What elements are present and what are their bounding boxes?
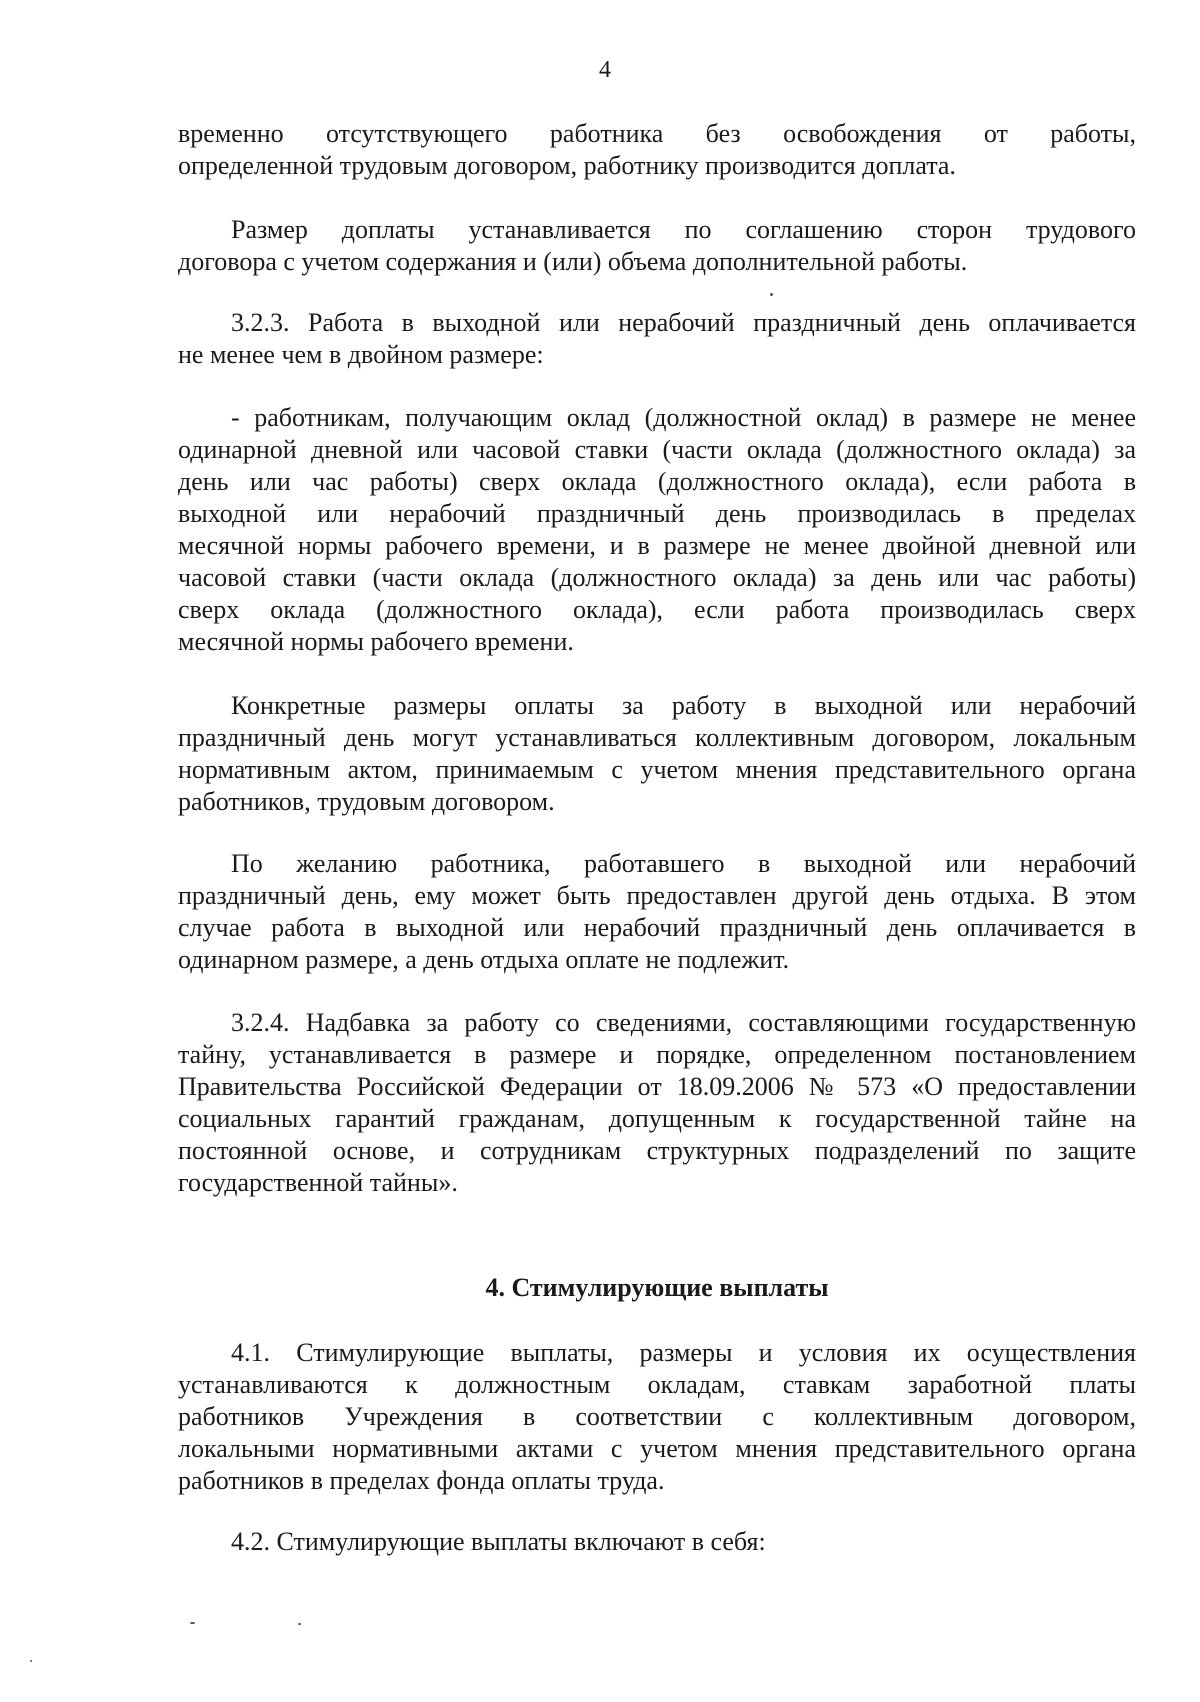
paragraph-line: определенной трудовым договором, работнику производится доплата. — [178, 151, 956, 180]
paragraph-3-2-3 — [178, 307, 1136, 371]
paragraph-line: работников Учреждения в соответствии с коллективным договором, — [178, 1402, 1136, 1431]
paragraph-line: договора с учетом содержания и (или) объема дополнительной работы. — [178, 247, 968, 276]
paragraph-line: 3.2.4. Надбавка за работу со сведениями, составляющими государственную — [231, 1008, 1136, 1037]
paragraph-3-2-4 — [178, 1007, 1136, 1199]
paragraph-line: 4.1. Стимулирующие выплаты, размеры и условия их осуществления — [231, 1338, 1136, 1367]
paragraph-line: сверх оклада (должностного оклада), если работа производилась сверх — [178, 595, 1136, 624]
paragraph-line: устанавливаются к должностным окладам, ставкам заработной платы — [178, 1370, 1136, 1399]
paragraph-line: одинарной дневной или часовой ставки (части оклада (должностного оклада) за — [178, 435, 1136, 464]
paragraph-payment-size — [178, 214, 1136, 278]
paragraph-line: работников в пределах фонда оплаты труда. — [178, 1466, 665, 1495]
paragraph-line: работников, трудовым договором. — [178, 787, 555, 816]
scan-speck — [770, 293, 773, 296]
paragraph-line: месячной нормы рабочего времени, и в размере не менее двойной дневной или — [178, 531, 1136, 560]
paragraph-line: локальными нормативными актами с учетом мнения представительного органа — [178, 1434, 1136, 1463]
paragraph-specific-amounts — [178, 690, 1136, 818]
scan-speck — [30, 1660, 32, 1662]
paragraph-line: временно отсутствующего работника без освобождения от работы, — [178, 119, 1136, 148]
section-heading: 4. Стимулирующие выплаты — [485, 1273, 829, 1302]
paragraph-4-1 — [178, 1337, 1136, 1497]
paragraph-day-off — [178, 848, 1136, 976]
paragraph-line: праздничный день, ему может быть предоставлен другой день отдыха. В этом — [178, 881, 1136, 910]
paragraph-line: случае работа в выходной или нерабочий праздничный день оплачивается в — [178, 913, 1136, 942]
paragraph-line: месячной нормы рабочего времени. — [178, 627, 574, 656]
paragraph-line: день или час работы) сверх оклада (должностного оклада), если работа в — [178, 467, 1136, 496]
paragraph-line: выходной или нерабочий праздничный день производилась в пределах — [178, 499, 1136, 528]
paragraph-line: государственной тайны». — [178, 1168, 458, 1197]
paragraph-line: тайну, устанавливается в размере и порядке, определенном постановлением — [178, 1040, 1136, 1069]
paragraph-line: праздничный день могут устанавливаться коллективным договором, локальным — [178, 723, 1136, 752]
paragraph-line: - работникам, получающим оклад (должностной оклад) в размере не менее — [231, 403, 1136, 432]
paragraph-line: не менее чем в двойном размере: — [178, 340, 544, 369]
paragraph-line: постоянной основе, и сотрудникам структурных подразделений по защите — [178, 1136, 1136, 1165]
paragraph-workers-salary — [178, 402, 1136, 658]
paragraph-line: Правительства Российской Федерации от 18.09.2006 № 573 «О предоставлении — [178, 1072, 1136, 1101]
paragraph-line: Размер доплаты устанавливается по соглашению сторон трудового — [231, 215, 1136, 244]
paragraph-4-2 — [178, 1526, 1136, 1558]
paragraph-continuation — [178, 118, 1136, 182]
scan-speck — [190, 1622, 195, 1624]
paragraph-line: 3.2.3. Работа в выходной или нерабочий праздничный день оплачивается — [231, 308, 1136, 337]
paragraph-line: Конкретные размеры оплаты за работу в выходной или нерабочий — [231, 691, 1136, 720]
paragraph-line: часовой ставки (части оклада (должностного оклада) за день или час работы) — [178, 563, 1136, 592]
paragraph-line: 4.2. Стимулирующие выплаты включают в себя: — [231, 1527, 766, 1556]
scan-speck — [298, 1623, 301, 1625]
page-number: 4 — [599, 57, 611, 83]
paragraph-line: нормативным актом, принимаемым с учетом мнения представительного органа — [178, 755, 1136, 784]
paragraph-line: социальных гарантий гражданам, допущенным к государственной тайне на — [178, 1104, 1136, 1133]
paragraph-line: По желанию работника, работавшего в выходной или нерабочий — [231, 849, 1136, 878]
paragraph-line: одинарном размере, а день отдыха оплате не подлежит. — [178, 945, 790, 974]
